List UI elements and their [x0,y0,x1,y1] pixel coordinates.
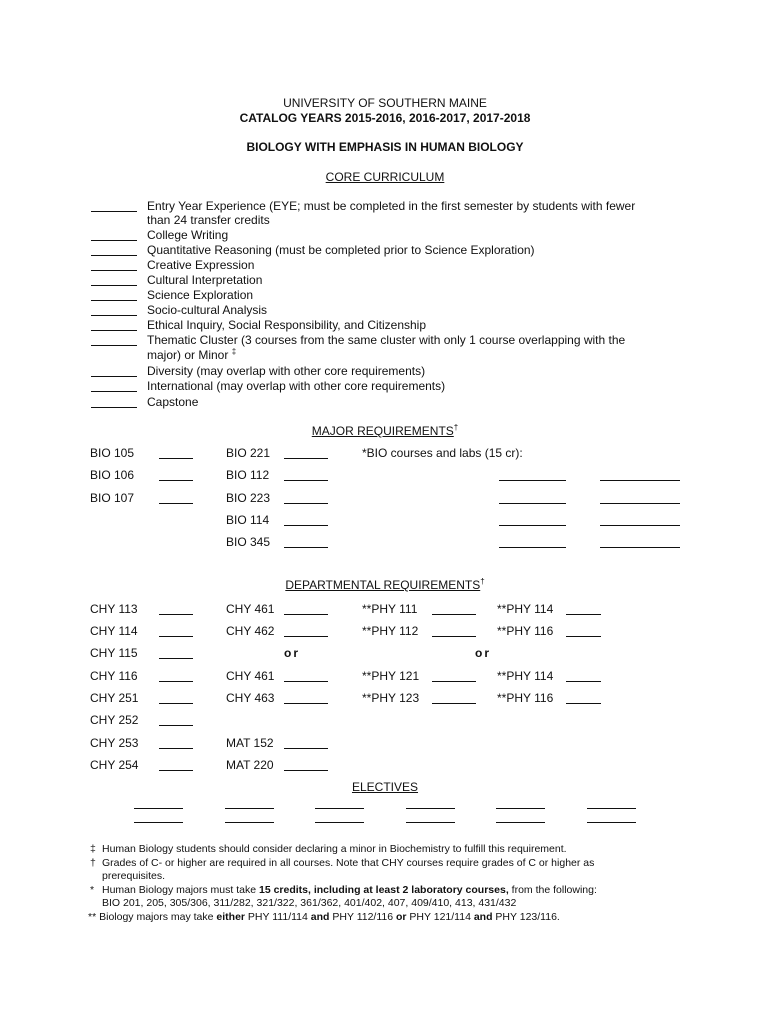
course-label: CHY 253 [90,736,139,750]
check-blank[interactable] [91,366,137,377]
course-blank[interactable] [159,693,193,704]
core-item: Thematic Cluster (3 courses from the same cluster with only 1 course overlapping with the [147,333,626,347]
footnote-bold-part: either [216,911,245,923]
or-separator: or [475,646,491,660]
asterisk-mark: * [90,884,95,896]
elective-blank[interactable] [406,812,455,823]
footnote-physics [88,911,648,924]
elective-blank[interactable] [587,812,636,823]
course-blank[interactable] [159,626,193,637]
bio-elective-blank[interactable] [600,537,680,548]
footnote-text-part: PHY 123/116. [492,911,560,923]
course-label: **PHY 112 [362,624,419,638]
course-label: BIO 107 [90,491,135,505]
core-item: Socio-cultural Analysis [147,303,268,317]
core-item: Diversity (may overlap with other core requirements) [147,364,426,378]
course-label: CHY 113 [90,602,138,616]
core-item: Capstone [147,395,199,409]
check-blank[interactable] [91,290,137,301]
bio-elective-blank[interactable] [499,470,566,481]
bio-courses-note: *BIO courses and labs (15 cr): [362,446,523,460]
course-label: BIO 112 [226,468,270,482]
double-dagger-mark: ‡ [231,347,237,356]
course-blank[interactable] [566,604,601,615]
course-blank[interactable] [284,448,328,459]
elective-blank[interactable] [315,798,364,809]
program-title: BIOLOGY WITH EMPHASIS IN HUMAN BIOLOGY [246,140,524,154]
university-name: UNIVERSITY OF SOUTHERN MAINE [283,96,487,110]
elective-blank[interactable] [315,812,364,823]
footnote-text-part: PHY 112/116 [329,911,397,923]
course-blank[interactable] [284,493,328,504]
course-label: **PHY 111 [362,602,418,616]
course-blank[interactable] [284,515,328,526]
course-blank[interactable] [566,693,601,704]
footnote-minor [90,843,650,856]
footnote-grades [90,857,650,883]
core-item: College Writing [147,228,229,242]
core-item-continuation: than 24 transfer credits [147,213,270,227]
course-label: CHY 254 [90,758,139,772]
check-blank[interactable] [91,275,137,286]
course-blank[interactable] [284,693,328,704]
course-label: MAT 220 [226,758,274,772]
course-label: **PHY 114 [497,602,554,616]
core-item: International (may overlap with other core requirements) [147,379,446,393]
check-blank[interactable] [91,335,137,346]
course-label: CHY 252 [90,713,139,727]
footnote-text-part: Biology majors may take [99,911,217,923]
course-label: **PHY 123 [362,691,420,705]
dagger-mark: † [453,423,459,432]
course-blank[interactable] [159,448,193,459]
footnote-text [90,884,650,897]
course-label: BIO 114 [226,513,270,527]
course-label: CHY 115 [90,646,138,660]
check-blank[interactable] [91,260,137,271]
check-blank[interactable] [91,305,137,316]
cluster-continuation: major) or Minor [147,348,229,362]
footnote-bold-part: 15 credits, including at least 2 laboratory courses, [258,884,509,896]
course-label: **PHY 116 [497,691,554,705]
course-blank[interactable] [284,760,328,771]
course-blank[interactable] [432,604,476,615]
course-blank[interactable] [159,760,193,771]
footnote-text-part: PHY 121/114 [406,911,474,923]
footnote-text-part: PHY 111/114 [245,911,311,923]
bio-elective-blank[interactable] [499,515,566,526]
course-blank[interactable] [566,671,601,682]
footnote-bold-part: or [396,911,407,923]
footnote-human-biology [90,884,650,910]
departmental-heading-text: DEPARTMENTAL REQUIREMENTS [285,578,481,592]
footnote-text: Grades of C- or higher are required in all courses. Note that CHY courses require grades of C or higher as prerequisites. [102,857,595,882]
course-label: CHY 462 [226,624,275,638]
course-blank[interactable] [432,671,476,682]
elective-blank[interactable] [496,798,545,809]
footnote-bold-part: and [473,911,493,923]
course-blank[interactable] [432,693,476,704]
check-blank[interactable] [91,397,137,408]
elective-blank[interactable] [225,798,274,809]
course-blank[interactable] [159,671,193,682]
course-label: **PHY 121 [362,669,420,683]
core-item-continuation [147,348,236,362]
course-label: MAT 152 [226,736,274,750]
course-blank[interactable] [159,470,193,481]
course-blank[interactable] [284,626,328,637]
course-blank[interactable] [159,715,193,726]
course-blank[interactable] [159,648,193,659]
course-label: CHY 251 [90,691,139,705]
elective-blank[interactable] [406,798,455,809]
course-blank[interactable] [284,671,328,682]
bio-elective-blank[interactable] [600,515,680,526]
core-item: Entry Year Experience (EYE; must be completed in the first semester by students with fewer [147,199,636,213]
course-label: BIO 223 [226,491,271,505]
footnote-text-part: from the following: [508,884,597,896]
course-label: CHY 116 [90,669,138,683]
core-curriculum-heading: CORE CURRICULUM [325,170,445,184]
footnote-text: Human Biology students should consider declaring a minor in Biochemistry to fulfill this requirement. [102,843,567,855]
or-separator: or [284,646,300,660]
check-blank[interactable] [91,245,137,256]
major-heading-text: MAJOR REQUIREMENTS [311,424,454,438]
check-blank[interactable] [91,201,137,212]
course-blank[interactable] [566,626,601,637]
course-label: CHY 461 [226,669,275,683]
check-blank[interactable] [91,381,137,392]
elective-blank[interactable] [496,812,545,823]
elective-blank[interactable] [134,798,183,809]
footnote-text-part: Human Biology majors must take [102,884,259,896]
course-blank[interactable] [284,537,328,548]
check-blank[interactable] [91,320,137,331]
course-blank[interactable] [284,738,328,749]
course-label: **PHY 116 [497,624,554,638]
dagger-mark: † [90,857,96,869]
core-item: Quantitative Reasoning (must be completed prior to Science Exploration) [147,243,535,257]
course-label: CHY 114 [90,624,138,638]
bio-elective-blank[interactable] [600,470,680,481]
course-blank[interactable] [159,738,193,749]
core-item: Cultural Interpretation [147,273,263,287]
course-blank[interactable] [284,604,328,615]
double-asterisk-mark: ** [88,911,97,923]
core-item: Creative Expression [147,258,255,272]
course-blank[interactable] [159,604,193,615]
electives-heading: ELECTIVES [351,780,419,794]
dagger-mark: † [480,577,485,586]
course-blank[interactable] [432,626,476,637]
footnote-bold-part: and [310,911,330,923]
course-blank[interactable] [284,470,328,481]
course-label: BIO 345 [226,535,271,549]
bio-elective-blank[interactable] [600,493,680,504]
check-blank[interactable] [91,230,137,241]
course-label: BIO 106 [90,468,135,482]
core-item: Ethical Inquiry, Social Responsibility, and Citizenship [147,318,427,332]
course-list-text: BIO 201, 205, 305/306, 311/282, 321/322, 361/362, 401/402, 407, 409/410, 413, 431/432 [102,897,517,909]
course-blank[interactable] [159,493,193,504]
bio-elective-blank[interactable] [499,493,566,504]
course-label: CHY 463 [226,691,275,705]
elective-blank[interactable] [134,812,183,823]
course-label: **PHY 114 [497,669,554,683]
elective-blank[interactable] [225,812,274,823]
departmental-heading [0,578,770,592]
course-label: BIO 221 [226,446,271,460]
major-heading [0,424,770,438]
core-item: Science Exploration [147,288,254,302]
bio-elective-blank[interactable] [499,537,566,548]
elective-blank[interactable] [587,798,636,809]
course-label: CHY 461 [226,602,275,616]
double-dagger-mark: ‡ [90,843,96,855]
course-label: BIO 105 [90,446,135,460]
catalog-years: CATALOG YEARS 2015-2016, 2016-2017, 2017-2018 [239,111,531,125]
